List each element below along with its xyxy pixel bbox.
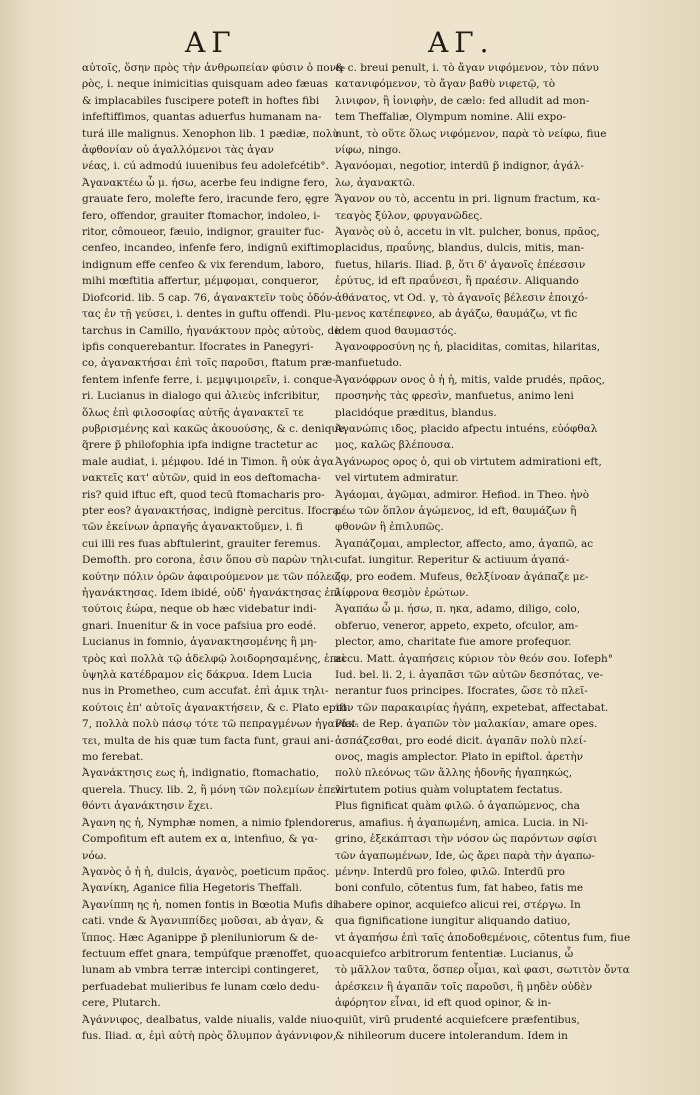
- text-line: co, ἀγανακτήσαι ἐπὶ τοῖς παροῦσι, ftatum præ-: [82, 357, 336, 370]
- text-line: Plat. de Rep. ἀγαπῶν τὸν μαλακίαν, amare opes.: [335, 718, 598, 731]
- text-line: ἀρέσκειν ἢ ἀγαπᾶν τοῖς παροῦσι, ἢ μηδὲν οὐδὲν: [335, 980, 593, 993]
- text-line: τρὸς καὶ πολλὰ τῷ ἀδελφῷ λοιδορησαμένης, ἐπεὶ: [82, 652, 347, 665]
- text-line: Ἀγανακτέω ὦ μ. ήσω, acerbe feu indigne fero,: [82, 176, 329, 189]
- text-line: ἐρύτυς, id eft πραΰνεσι, ἢ πραέσιν. Aliquando: [335, 275, 579, 288]
- text-line: ritor, cômoueor, fæuio, indignor, grauiter fuc-: [82, 226, 325, 239]
- text-line: nunt, τὸ οὕτε ὅλως νιφόμενον, παρὰ τὸ νείφω, fiue: [335, 127, 607, 140]
- text-line: Ἀγανώπις ιδος, placido afpectu intuéns, εὐόφθαλ: [335, 422, 598, 435]
- text-line: Ἀγανὸς ὁ ἡ ἡ, dulcis, ἀγανὸς, poeticum πρᾶος.: [82, 865, 330, 878]
- text-line: cere, Plutarch.: [82, 997, 161, 1010]
- text-line: ὅλως ἐπὶ φιλοσοφίας αὐτῆς ἀγανακτεῖ τε: [82, 406, 304, 419]
- text-line: gnari. Inuenitur & in voce pafsiua pro eodé.: [82, 619, 317, 632]
- text-line: ipfis conquerebantur. Ifocrates in Panegyri-: [82, 340, 314, 353]
- text-line: obferuo, veneror, appeto, expeto, ofculor, am-: [335, 619, 579, 632]
- text-line: ὑψηλὰ κατέδραμον εἰς δάκρυα. Idem Lucia: [82, 669, 313, 682]
- text-line: νέας, i. cú admodú iuuenibus feu adolefcétib°.: [82, 160, 329, 173]
- text-line: cufat. iungitur. Reperitur & actiuum ἀγαπά-: [335, 554, 570, 567]
- text-line: Demofth. pro corona, ἐσιν ὅπου σὺ παρὼν τηλι-: [82, 554, 337, 567]
- text-line: κούτοις ἐπ' αὐτοῖς ἀγανακτήσειν, & c. Plato epift.: [82, 701, 351, 714]
- text-line: ἀφθονίαν οὐ ἀγαλλόμενοι τὰς ἀγαν: [82, 144, 274, 157]
- text-line: τας ἐν τῇ γεύσει, i. dentes in guftu offendi. Plu-: [82, 308, 335, 321]
- text-line: grauate fero, molefte fero, iracunde fero, ęgre: [82, 193, 330, 206]
- text-line: lunam ab vmbra terræ intercipi contingeret,: [82, 964, 319, 977]
- right-text-column: [335, 60, 631, 1044]
- text-line: τον τῶν παρακαιρίας ἠγάπη, expetebat, affectabat.: [335, 701, 609, 714]
- text-line: τῶν ἀγαπωμένων, Ide, ὡς ἄρει παρὰ τὴν ἀγαπω-: [335, 849, 595, 862]
- text-line: Ἀγανοφροσύνη ης ἡ, placiditas, comitas, hilaritas,: [335, 340, 601, 353]
- text-line: 7, πολλὰ πολὺ πάσῳ τότε τῶ πεπραγμένων ἠγανάκ-: [82, 718, 359, 731]
- text-line: Ἀγανόφρων ονος ὁ ἡ ἡ, mitis, valde prudés, πρᾶος,: [335, 373, 605, 386]
- text-line: τὸ μᾶλλον ταῦτα, ὅσπερ οἶμαι, καὶ φασι, σωτιτὸν ὄντα: [335, 964, 630, 977]
- text-line: manfuetudo.: [335, 357, 403, 370]
- text-line: cui illi res fuas abftulerint, grauiter feremus.: [82, 537, 321, 550]
- text-line: placidóque præditus, blandus.: [335, 406, 497, 419]
- text-line: & implacabiles fuscipere poteft in hoftes fibi: [82, 94, 320, 107]
- text-line: πολὺ πλεόνως τῶν ἄλλης ἡδονῆς ἠγαπηκώς,: [335, 767, 573, 780]
- text-line: μένην. Interdū pro foleo, φιλῶ. Interdū pro: [335, 865, 565, 878]
- text-line: προσηνὴς τὰς φρεσὶν, manfuetus, animo leni: [335, 390, 574, 403]
- text-line: αὐτοῖς, ὅσην πρὸς τὴν ἀνθρωπείαν φύσιν ὁ πονη-: [82, 62, 346, 74]
- text-line: Ἀγανὸς οὐ ὁ, accetu in vlt. pulcher, bonus, πρᾶος,: [335, 226, 600, 239]
- text-line: nus in Prometheo, cum accufat. ἐπὶ ἀμικ τηλι-: [82, 685, 329, 698]
- text-line: & nihileorum ducere intolerandum. Idem in: [335, 1029, 568, 1042]
- text-line: ἀφόρητον εἶναι, id eft quod opinor, & in-: [335, 997, 552, 1010]
- text-line: turá ille malignus. Xenophon lib. 1 pædiæ, πολὺ: [82, 127, 339, 140]
- left-running-head: ΑΓ: [185, 26, 237, 59]
- text-line: νίφω, ningo.: [335, 144, 402, 157]
- text-line: τει, multa de his quæ tum facta funt, graui ani-: [82, 734, 334, 747]
- text-line: Ἀγαπάω ὦ μ. ήσω, π. ηκα, adamo, diligo, colo,: [335, 603, 581, 616]
- text-line: τούτοις ἑώρα, neque ob hæc videbatur indi-: [82, 603, 317, 616]
- text-line: ἀσπάζεσθαι, pro eodé dicit. ἀγαπᾶν πολὺ πλεί-: [335, 734, 587, 747]
- left-text-column: [82, 60, 359, 1044]
- text-line: ἀθάνατος, vt Od. γ, τὸ ἀγανοῖς βέλεσιν ἐποιχό-: [335, 291, 588, 304]
- text-line: τῶν ἐκείνων ἀρπαγῆς ἀγανακτοῦμεν, i. fi: [82, 521, 303, 534]
- text-line: Ἀγανη ης ἡ, Nymphæ nomen, a nimio fplendore.: [82, 816, 340, 829]
- text-line: q̃rere p̃ philofophia ipfa indigne tractetur ac: [82, 439, 318, 452]
- text-line: ris? quid iftuc eft, quod tecū ftomacharis pro-: [82, 488, 325, 501]
- text-line: tem Theffaliæ, Olympum nomine. Alii expo-: [335, 111, 567, 124]
- text-line: indignum effe cenfeo & vix ferendum, laboro,: [82, 258, 325, 271]
- text-line: Ἄγανον ου τὸ, accentu in pri. lignum fractum, κα-: [335, 193, 601, 206]
- text-line: vt ἀγαπήσω ἐπὶ ταῖς ἀποδοθεμένοις, cõtentus fum, fiue: [335, 931, 631, 944]
- text-line: querela. Thucy. lib. 2, ἢ μόνη τῶν πολεμίων ἐπελ: [82, 783, 343, 796]
- text-line: quiūt, virū prudenté acquiefcere præfentibus,: [335, 1013, 580, 1026]
- text-line: Ἀγανίππη ης ἡ, nomen fontis in Bœotia Mufis di: [82, 898, 337, 911]
- text-line: accu. Matt. ἀγαπήσεις κύριον τὸν θεόν σου. Iofeph°: [335, 652, 613, 665]
- text-line: fero, offendor, grauiter ftomachor, indoleo, i-: [82, 209, 321, 222]
- text-line: ἵππος. Hæc Aganippe p̃ pleniluniorum & de-: [82, 931, 318, 944]
- text-line: Iud. bel. li. 2, i. ἀγαπᾶσι τῶν αὐτῶν δεσπότας, ve-: [335, 669, 604, 682]
- text-line: fuetus, hilaris. Iliad. β, ὅτι δ' ἀγανοῖς ἐπέεσσιν: [335, 258, 586, 271]
- text-line: ri. Lucianus in dialogo qui ἁλιεὺς infcribitur,: [82, 390, 321, 403]
- text-line: Lucianus in fomnio, ἀγανακτησομένης ἢ μη-: [82, 636, 317, 649]
- text-line: κατανιφόμενον, τὸ ἄγαν βαθὺ νιφετῷ, τὸ: [335, 78, 556, 91]
- text-line: perfuadebat mulieribus fe lunam cœlo dedu-: [82, 980, 320, 993]
- text-line: λίφρονα θεσμὸν ἐρώτων.: [335, 587, 469, 599]
- text-line: ζω, pro eodem. Mufeus, θελξίνοαν ἀγάπαζε με-: [335, 570, 589, 583]
- text-line: nerantur fuos principes. Ifocrates, ὥσε τὸ πλεῖ-: [335, 685, 588, 698]
- text-line: Ἀγαπάζομαι, amplector, affecto, amo, ἀγαπῶ, ac: [335, 537, 594, 550]
- text-line: Ἀγανόομαι, negotior, interdū p̃ indignor, ἀγάλ-: [335, 160, 584, 173]
- text-line: grino, ἐξεκάπτασι τὴν νόσον ὡς παρόντων σφίσι: [335, 833, 598, 846]
- text-line: male audiat, i. μέμφου. Idé in Timon. ἢ οὐκ ἀγα: [82, 455, 334, 468]
- right-running-head: ΑΓ.: [428, 26, 495, 59]
- text-line: fentem infenfe ferre, i. μεμψιμοιρεῖν, i. conque-: [82, 373, 336, 386]
- text-line: fectuum effet gnara, tempúfque prænoffet, quo: [82, 947, 335, 960]
- text-line: ρὸς, i. neque inimicitias quisquam adeo fæuas: [82, 78, 328, 91]
- text-line: ρέω τῶν ὅπλον ἀγώμενος, id eft, θαυμάζων ἢ: [335, 504, 577, 517]
- text-line: & c. breui penult, i. τὸ ἄγαν νιφόμενον, τὸν πάνυ: [335, 62, 599, 74]
- text-line: fus. Iliad. α, ἐμὶ αὐτὴ πρὸς ὄλυμπον ἀγάννιφον,: [82, 1029, 337, 1042]
- text-line: θόντι ἀγανάκτησιν ἔχει.: [82, 800, 213, 813]
- text-line: plector, amo, charitate fue amore profequor.: [335, 636, 572, 649]
- text-line: virtutem potius quàm voluptatem fectatus.: [335, 783, 563, 796]
- text-line: Plus fignificat quàm φιλῶ. ὁ ἀγαπώμενος, cha: [335, 800, 580, 813]
- text-line: νακτεῖς κατ' αὐτῶν, quid in eos deftomacha-: [82, 472, 321, 485]
- text-line: Ἀγάομαι, ἀγῶμαι, admiror. Hefiod. in Theo. ἠνὸ: [335, 488, 590, 501]
- text-line: μενος κατέπεφνεο, ab ἀγάζω, θαυμάζω, vt fic: [335, 308, 578, 321]
- text-line: μος, καλῶς βλέπουσα.: [335, 439, 455, 452]
- text-line: ρυβρισμένης καὶ κακῶς ἀκουούσης, & c. denique: [82, 422, 345, 435]
- text-line: Ἀγάννιφος, dealbatus, valde niualis, valde niuo-: [82, 1013, 337, 1026]
- text-line: Diofcorid. lib. 5 cap. 76, ἀγανακτεῖν τοὺς ὀδόν-: [82, 291, 336, 304]
- text-line: ἠγανάκτησας. Idem ibidé, οὐδ' ἠγανάκτησας ἐπὶ: [82, 587, 342, 599]
- text-line: τεαγὸς ξύλον, φρυγανῶδες.: [335, 209, 483, 222]
- text-line: habere opinor, acquiefco alicui rei, στέργω. In: [335, 898, 581, 911]
- text-line: pter eos? ἀγανακτήσας, indignè percitus. Ifocra.: [82, 504, 343, 517]
- text-line: mihi mœftitia affertur, μέμφομαι, conqueror,: [82, 275, 319, 288]
- text-line: cenfeo, incandeo, infenfe fero, indignū exiftimo,: [82, 242, 338, 255]
- text-line: boni confulo, cõtentus fum, fat habeo, fatis me: [335, 882, 584, 895]
- text-line: idem quod θαυμαστός.: [335, 324, 457, 337]
- text-line: ονος, magis amplector. Plato in epiftol. ἀρετὴν: [335, 751, 584, 764]
- text-line: λω, ἀγανακτῶ.: [335, 176, 416, 189]
- text-line: κούτην πόλιν ὁρῶν ἀφαιρούμενον με τῶν πόλεως: [82, 570, 347, 583]
- text-line: tarchus in Camillo, ἠγανάκτουν πρὸς αὐτοὺς, de: [82, 324, 341, 337]
- text-line: cati. vnde & Ἀγανιππίδες μοῦσαι, ab ἀγαν, &: [82, 915, 325, 928]
- text-line: vel virtutem admiratur.: [335, 472, 459, 485]
- text-line: Compofitum eft autem ex α, intenfiuo, & γα-: [82, 833, 318, 846]
- text-line: Ἀγανίκη, Aganice filia Hegetoris Theffali.: [82, 882, 303, 895]
- text-line: Ἀγανάκτησις εως ἡ, indignatio, ftomachatio,: [82, 767, 320, 780]
- text-line: mo ferebat.: [82, 751, 144, 764]
- text-line: λινιφον, ἢ ἰονιφὴν, de cælo: fed alludit ad mon-: [335, 94, 590, 107]
- text-line: φθονῶν ἢ ἐπιλυπῶς.: [335, 521, 444, 534]
- text-line: acquiefco arbitrorum fententiæ. Lucianus, ὦ: [335, 947, 574, 960]
- text-line: rus, amafius. ἡ ἀγαπωμένη, amica. Lucia. in Ni-: [335, 816, 589, 829]
- text-line: νόω.: [82, 849, 107, 862]
- text-line: infeftiffimos, quantas aduerfus humanam na-: [82, 111, 322, 124]
- text-line: Ἀγάνωρος ορος ὁ, qui ob virtutem admirationi eft,: [335, 455, 602, 468]
- text-line: qua fignificatione iungitur aliquando datiuo,: [335, 915, 571, 928]
- text-line: placidus, πραΰνης, blandus, dulcis, mitis, man-: [335, 242, 585, 255]
